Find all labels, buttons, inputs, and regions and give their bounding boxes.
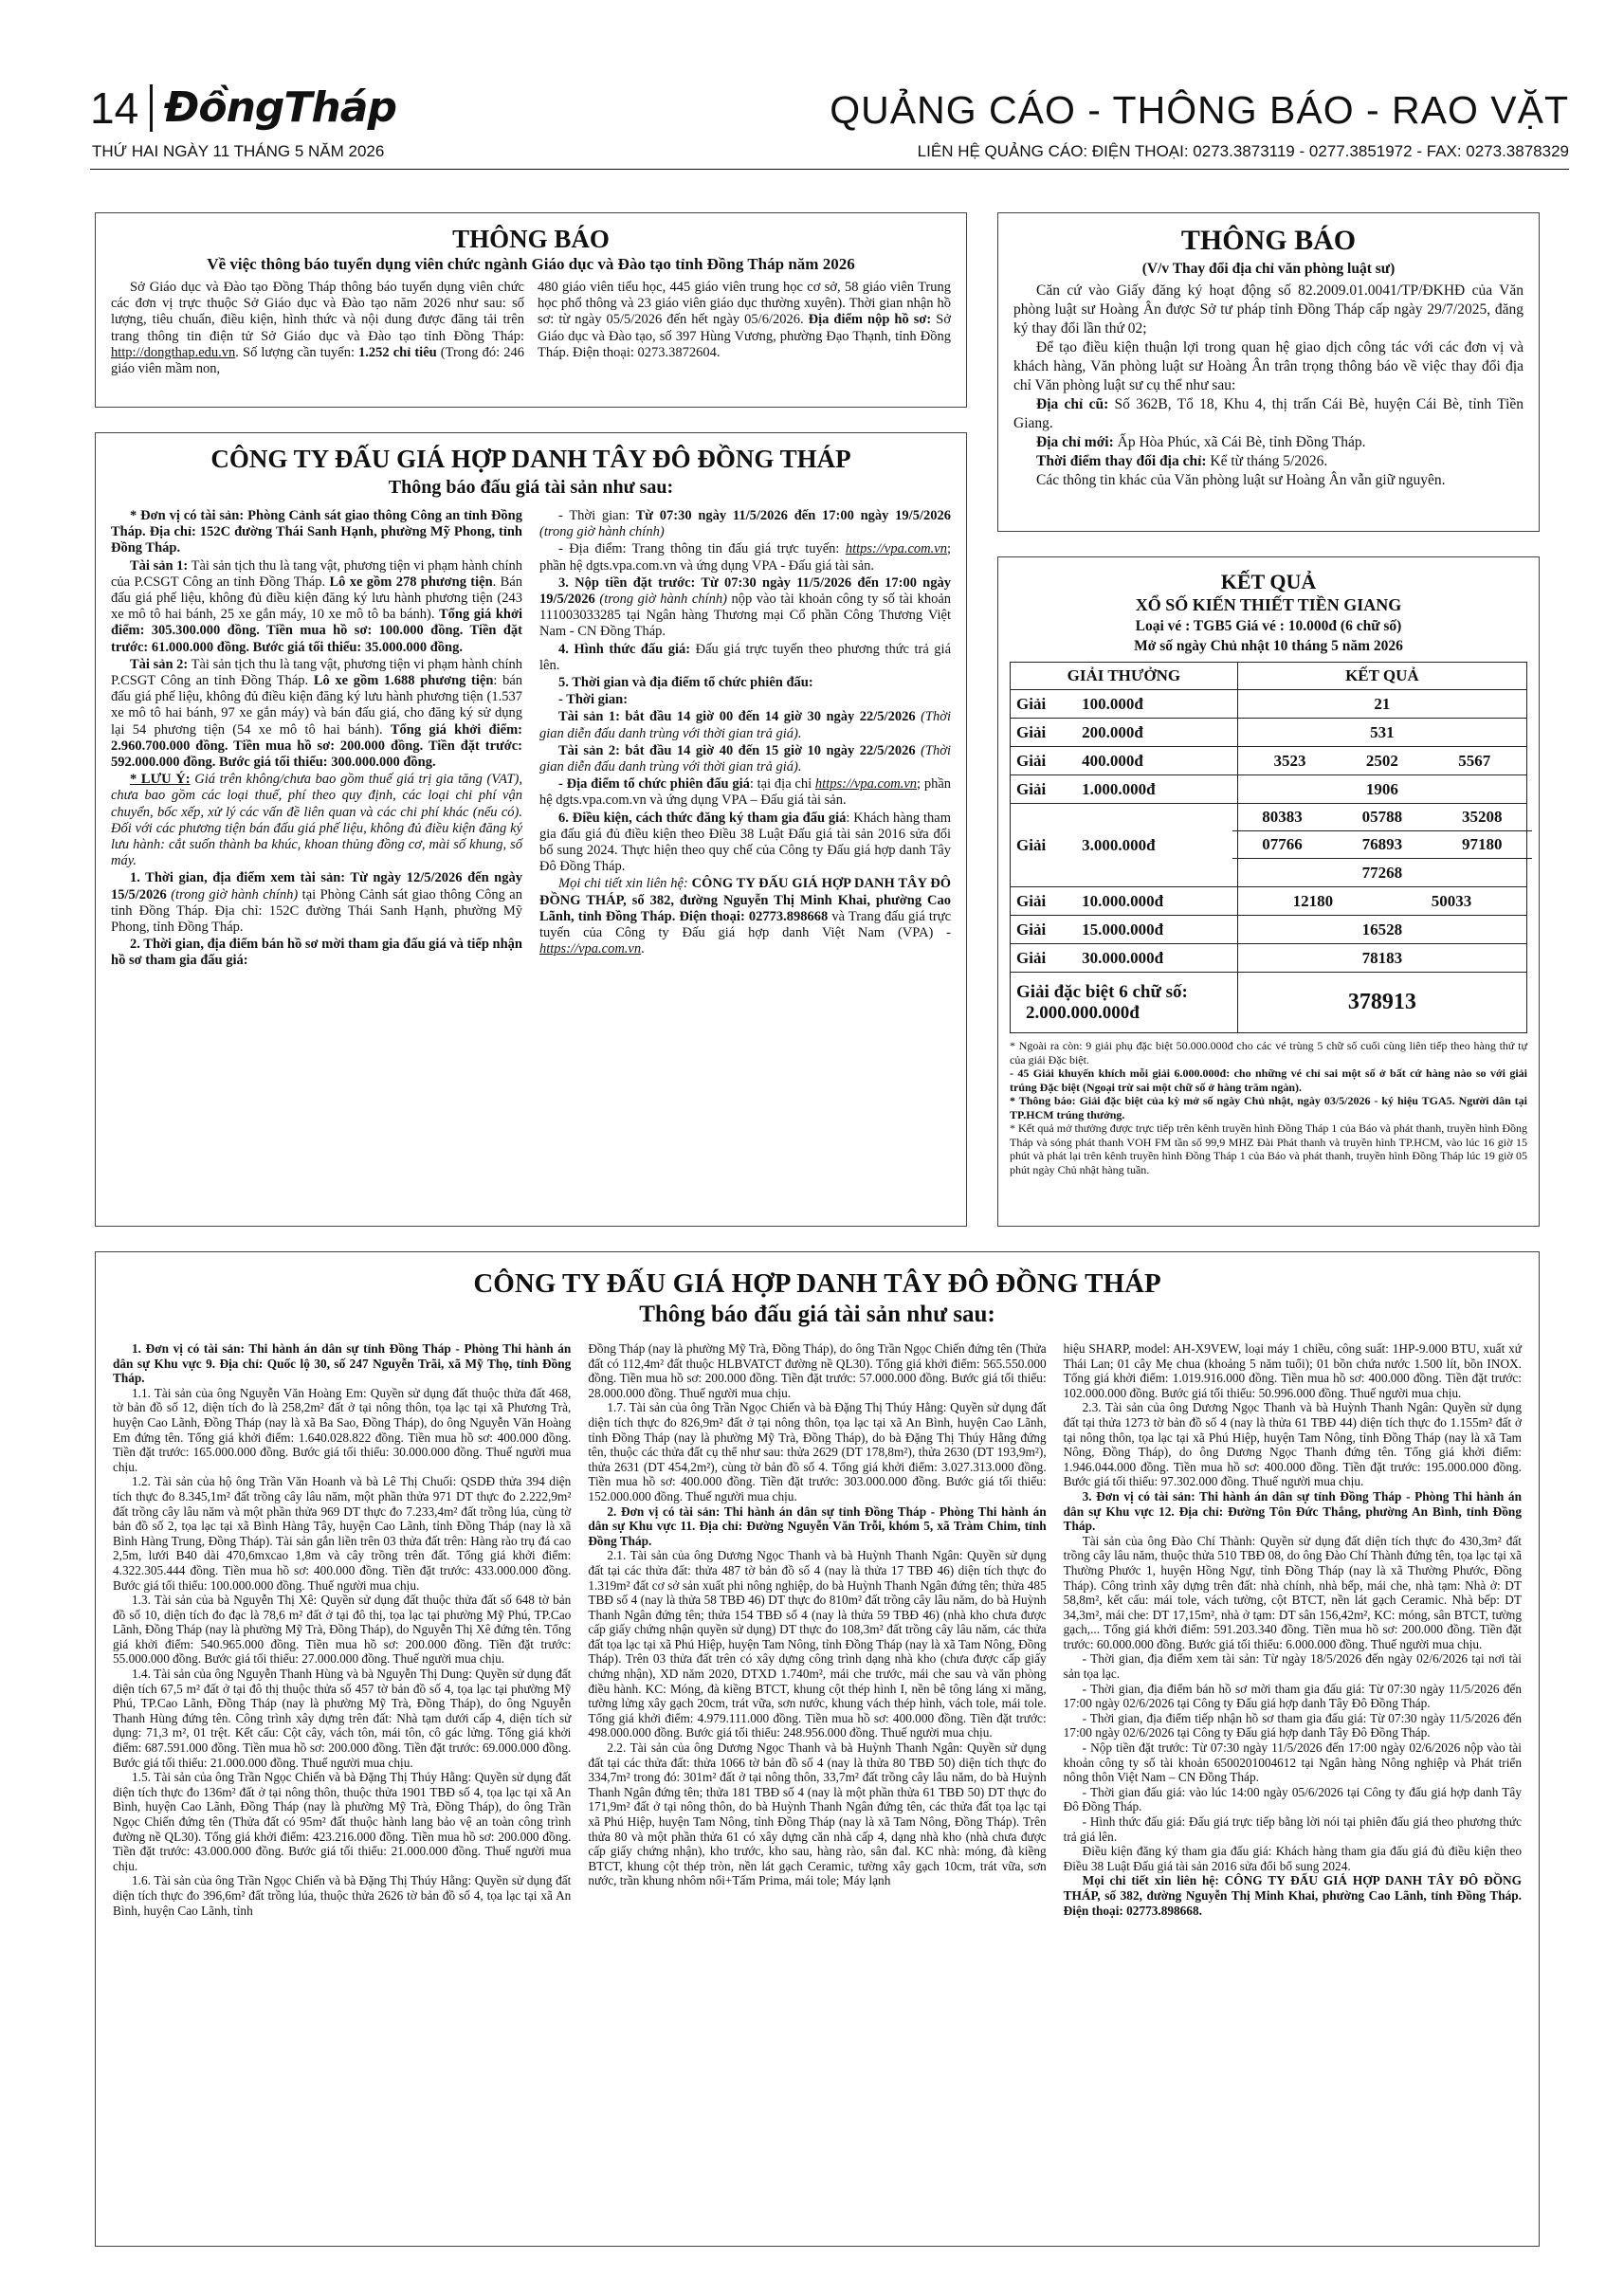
auction-col-left (111, 508, 522, 971)
winning-number: 07766 (1262, 835, 1303, 853)
prize-row (1011, 690, 1527, 719)
deposit-2: - Nộp tiền đặt trước: Từ 07:30 ngày 11/5/2026 đến 17:00 ngày 02/6/2026 nộp vào tài khoản công ty số tài khoản 6500201004612 tại Ngân hàng Nông nghiệp và Phát triển nông thôn Việt Nam – CN Đồng Tháp. (1063, 1740, 1522, 1785)
winning-number: 12180 (1292, 891, 1334, 910)
note-3: * Thông báo: Giải đặc biệt của kỳ mở số ngày Chủ nhật, ngày 03/5/2026 - ký hiệu TGA5. Người dân tại TP.HCM trúng thưởng. (1010, 1094, 1527, 1121)
auction2-subtitle: Thông báo đấu giá tài sản như sau: (639, 1302, 995, 1327)
winning-number: 78183 (1361, 948, 1403, 967)
unit-9: 1. Đơn vị có tài sản: Thi hành án dân sự tỉnh Đồng Tháp - Phòng Thi hành án dân sự Khu vực 9. Địa chỉ: Quốc lộ 30, số 247 Nguyễn Trãi, xã Mỹ Thọ, tỉnh Đồng Tháp. (113, 1341, 572, 1386)
section-title: QUẢNG CÁO - THÔNG BÁO - RAO VẶT (830, 88, 1569, 132)
draw-date: Mở số ngày Chủ nhật 10 tháng 5 năm 2026 (1134, 638, 1403, 654)
prize-numbers (1237, 747, 1526, 775)
edu-website-link[interactable]: http://dongthap.edu.vn (111, 344, 236, 360)
auction2-col-2 (588, 1341, 1046, 1918)
winning-number: 76893 (1361, 835, 1403, 853)
note-4: * Kết quả mở thưởng được trực tiếp trên kênh truyền hình Đồng Tháp 1 của Báo và phát thanh, truyền hình Đồng Tháp và sóng phát thanh VOH FM tần số 99,9 MHZ Đài Phát thanh và truyền hình TP.HCM, vào lúc 16 giờ 15 phút và phát lại trên kênh truyền hình Đồng Tháp 1 của Báo và phát thanh, truyền hình Đồng Tháp lúc 19 giờ 05 phút ngày Chủ nhật hàng tuần. (1010, 1121, 1527, 1176)
asset-1-3: 1.3. Tài sản của bà Nguyễn Thị Xê: Quyền sử dụng đất thuộc thửa đất số 648 tờ bản đồ số 10, diện tích đo đạc là 78,6 m² đất ở tại đô thị, tọa lạc tại phường Mỹ Phú, TP.Cao Lãnh, Đồng Tháp (nay là phường Mỹ Trà, Đồng Tháp), do Nguyễn Thị Xê đứng tên. Tổng giá khởi điểm: 540.965.000 đồng. Tiền mua hồ sơ: 200.000 đồng. Tiền đặt trước: 55.000.000 đồng. Bước giá tối thiểu: 27.000.000 đồng. Thuế người mua chịu. (113, 1593, 572, 1667)
note-1: * Ngoài ra còn: 9 giải phụ đặc biệt 50.000.000đ cho các vé trùng 5 chữ số cuối cùng liên tiếp theo hàng thứ tự của giải Đặc biệt. (1010, 1039, 1527, 1066)
change-time: Thời điểm thay đổi địa chỉ: Kể từ tháng 5/2026. (1036, 453, 1328, 469)
asset-1: Tài sản 1: Tài sản tịch thu là tang vật, phương tiện vi phạm hành chính của P.CSGT Công an tỉnh Đồng Tháp. Lô xe gồm 278 phương tiện. Bán đấu giá phế liệu, không đủ điều kiện đăng ký lưu hành phương tiện (243 xe mô tô hai bánh, 25 xe gắn máy, 10 xe mô tô ba bánh). Tổng giá khởi điểm: 305.300.000 đồng. Tiền mua hồ sơ: 100.000 đồng. Tiền đặt trước: 61.000.000 đồng. Bước giá tối thiểu: 35.000.000 đồng. (111, 557, 523, 655)
prize-label: Giải 10.000.000đ (1011, 887, 1238, 916)
prize-label: Giải 200.000đ (1011, 719, 1238, 747)
asset-2-3: 2.3. Tài sản của ông Dương Ngọc Thanh và bà Huỳnh Thanh Ngân: Quyền sử dụng đất tại thửa 1273 tờ bản đồ số 4 (nay là thửa 61 TBĐ 44) diện tích thực đo 1.155m² đất ở tại nông thôn, tọa lạc tại xã Phú Hiệp, huyện Tam Nông, tỉnh Đồng Tháp (nay là xã Tam Nông, Đồng Tháp), do ông Dương Ngọc Thanh đứng tên. Tổng giá khởi điểm: 1.946.044.000 đồng. Tiền mua hồ sơ: 400.000 đồng. Tiền đặt trước: 195.000.000 đồng. Bước giá tối thiểu: 97.302.000 đồng. Thuế người mua chịu. (1063, 1400, 1522, 1489)
asset-2-2: 2.2. Tài sản của ông Dương Ngọc Thanh và bà Huỳnh Thanh Ngân: Quyền sử dụng đất tại các thửa đất: thửa 1066 tờ bản đồ số 4 (nay là thửa 80 TBĐ 50) diện tích thực đo 334,7m² trong đó: 301m² đất ở tại nông thôn, 33,7m² đất trồng cây lâu năm, do bà Huỳnh Thanh Ngân đứng tên; thửa 181 TBĐ số 4 (nay là một phần thửa 61 TBĐ 50) DT thực đo 171,9m² đất ở tại nông thôn, do bà Huỳnh Thanh Ngân đứng tên, các thửa đất tọa lạc tại xã Phú Hiệp, huyện Tam Nông, tỉnh Đồng Tháp (nay là xã Tam Nông, Đồng Tháp). Trên thửa 80 và một phần thửa 61 có xây dựng căn nhà cấp 4, dạng nhà kho (nhà chưa được cấp giấy chứng nhận), kho trước, kho sau, hàng rào, sân đal. KC nhà: móng, đà kiềng BTCT, khung cột thép tròn, nền lát gạch Ceramic, tường xây gạch 10cm, trát vữa, sơn nước, trần khung nhôm nổi+Tấm Prima, mái tole; Máy lạnh (588, 1740, 1047, 1888)
prize-numbers (1237, 916, 1526, 944)
auction-form-2: - Hình thức đấu giá: Đấu giá trực tiếp bằng lời nói tại phiên đấu giá theo phương thức trả giá lên. (1063, 1814, 1522, 1844)
prize-row (1011, 719, 1527, 747)
notice-text-col1: Sở Giáo dục và Đào tạo Đồng Tháp thông báo tuyển dụng viên chức các đơn vị trực thuộc Sở Giáo dục và Đào tạo năm 2026 như sau: số lượng, tiêu chuẩn, điều kiện, hình thức và nội dung được đăng tải trên trang thông tin điện tử Sở Giáo dục và Đào tạo tỉnh Đồng Tháp: http://dongthap.edu.vn. Số lượng cần tuyển: 1.252 chỉ tiêu (Trong đó: 246 giáo viên mầm non, (111, 280, 524, 377)
prize-numbers (1237, 690, 1526, 719)
notice-text-col2: 480 giáo viên tiểu học, 445 giáo viên trung học cơ sở, 58 giáo viên Trung học phổ thông và 23 giáo viên giáo dục thường xuyên). Thời gian nhận hồ sơ: từ ngày 05/5/2026 đến hết ngày 05/6/2026. Địa điểm nộp hồ sơ: Sở Giáo dục và Đào tạo, số 397 Hùng Vương, phường Đạo Thạnh, tỉnh Đồng Tháp. Điện thoại: 0273.3872604. (538, 280, 951, 360)
asset-1-6-cont: Đồng Tháp (nay là phường Mỹ Trà, Đồng Tháp), do ông Trần Ngọc Chiến đứng tên (Thửa đất có 112,4m² đất thuộc HLBVATCT đường nề QL30). Tổng giá khởi điểm: 565.550.000 đồng. Tiền mua hồ sơ: 200.000 đồng. Tiền đặt trước: 57.000.000 đồng. Bước giá tối thiểu: 28.000.000 đồng. Thuế người mua chịu. (588, 1341, 1047, 1400)
deposit: 3. Nộp tiền đặt trước: Từ 07:30 ngày 11/5/2026 đến 17:00 ngày 19/5/2026 (trong giờ hành chính) nộp vào tài khoản công ty số tài khoản 111003033285 tại Ngân hàng Thương mại Cổ phần Công Thương Việt Nam - CN Đồng Tháp. (539, 574, 951, 640)
asset-3: Tài sản của ông Đào Chí Thành: Quyền sử dụng đất diện tích thực đo 430,3m² đất trồng cây lâu năm, thuộc thửa 510 TBĐ 08, do ông Đào Chí Thành đứng tên, tọa lạc tại xã Thường Phước 1, huyện Hồng Ngự, tỉnh Đồng Tháp (nay là xã Thường Phước, Đồng Tháp). Công trình xây dựng trên đất: nhà chính, nhà bếp, mái che, nhà tạm: Nhà ở: DT 58,8m², kết cấu: mái tole, vách tường, cột BTCT, nền lát gạch Ceramic. Nhà bếp: DT 34,3m², mái che: DT 17,15m², nhà ở tạm: DT sân 156,42m², KC: móng, sân BTCT, tường gạch,... Tổng giá khởi điểm: 591.203.340 đồng. Tiền mua hồ sơ: 200.000 đồng. Tiền đặt trước: 60.000.000 đồng. Bước giá tối thiểu: 6.000.000 đồng. Thuế người mua chịu. (1063, 1533, 1522, 1651)
new-address: Địa chỉ mới: Ấp Hòa Phúc, xã Cái Bè, tỉnh Đồng Tháp. (1036, 434, 1366, 450)
prize-numbers (1237, 719, 1526, 747)
winning-number: 97180 (1462, 835, 1503, 853)
auction-subtitle: Thông báo đấu giá tài sản như sau: (388, 477, 674, 498)
law-office-notice (997, 212, 1540, 532)
col-prize-header: GIẢI THƯỞNG (1011, 663, 1238, 690)
prize-label: Giải 100.000đ (1011, 690, 1238, 719)
old-address: Địa chỉ cũ: Số 362B, Tổ 18, Khu 4, thị trấn Cái Bè, huyện Cái Bè, tỉnh Tiền Giang. (1013, 396, 1524, 431)
prize-row (1011, 916, 1527, 944)
asset-1-2: 1.2. Tài sản của hộ ông Trần Văn Hoanh và bà Lê Thị Chuối: QSDĐ thửa 394 diện tích thực đo 8.345,1m² đất trồng cây lâu năm, một phần thửa 971 DT thực đo 2.222,9m² đất trồng cây lâu năm và một phần thửa 969 DT thực đo 7.233,4m² đất trồng lúa, cùng tờ bản đồ số 2, tọa lạc tại xã Bình Hàng Tây, huyện Cao Lãnh, tỉnh Đồng Tháp (nay là xã Bình Hàng Trung, Đồng Tháp). Tài sản gắn liền trên 03 thửa đất trên: Hàng rào trụ đá cao 2,5m, lưới B40 dài 470,6mxcao 1,8m và cây trồng trên đất. Tổng giá khởi điểm: 4.322.305.444 đồng. Tiền mua hồ sơ: 400.000 đồng. Tiền đặt trước: 433.000.000 đồng. Bước giá tối thiểu: 100.000.000 đồng. Thuế người mua chịu. (113, 1474, 572, 1593)
prize-numbers (1237, 804, 1526, 887)
conditions: 6. Điều kiện, cách thức đăng ký tham gia đấu giá: Khách hàng tham gia đấu giá đủ điều kiện theo Điều 38 Luật Đấu giá tài sản 2016 sửa đổi bổ sung 2024. Thực hiện theo quy chế của Công ty Đấu giá hợp danh Tây Đô Đồng Tháp. (539, 810, 951, 875)
dossier-place: - Địa điểm: Trang thông tin đấu giá trực tuyến: https://vpa.com.vn; phần hệ dgts.vpa.com.vn và ứng dụng VPA - Đấu giá tài sản. (539, 541, 951, 574)
auction2-company-title: CÔNG TY ĐẤU GIÁ HỢP DANH TÂY ĐÔ ĐỒNG THÁP (473, 1268, 1161, 1299)
law-p6: Các thông tin khác của Văn phòng luật sư Hoàng Ân vẫn giữ nguyên. (1036, 472, 1446, 488)
winning-number: 80383 (1262, 808, 1303, 826)
prize-row (1011, 944, 1527, 973)
viewing-time: 1. Thời gian, địa điểm xem tài sản: Từ ngày 12/5/2026 đến ngày 15/5/2026 (trong giờ hành chính) tại Phòng Cảnh sát giao thông Công an tỉnh Đồng Tháp. Địa chỉ: 152C đường Thái Sanh Hạnh, phường Mỹ Phong, tỉnh Đồng Tháp. (111, 870, 522, 936)
prize-label: Giải 400.000đ (1011, 747, 1238, 775)
page-number: 14 (90, 84, 153, 132)
winning-number: 35208 (1462, 808, 1503, 826)
auction2-col-1 (113, 1341, 571, 1918)
auction-notice-2 (95, 1251, 1540, 2247)
conditions-2: Điều kiện đăng ký tham gia đấu giá: Khách hàng tham gia đấu giá đủ điều kiện theo Điều 38 Luật Đấu giá tài sản 2016 sửa đổi bổ sung 2024. (1063, 1844, 1522, 1873)
law-p1: Căn cứ vào Giấy đăng ký hoạt động số 82.2009.01.0041/TP/ĐKHĐ của Văn phòng luật sư Hoàng Ân được Sở tư pháp tỉnh Đồng Tháp cấp ngày 29/7/2025, đăng ký thay đổi lần thứ 02; (1013, 282, 1524, 337)
auction-time-2: - Thời gian đấu giá: vào lúc 14:00 ngày 05/6/2026 tại Công ty đấu giá hợp danh Tây Đô Đồng Tháp. (1063, 1784, 1522, 1814)
note-2: - 45 Giải khuyến khích mỗi giải 6.000.000đ: cho những vé chỉ sai một số ở bất cứ hàng nào so với giải trúng Đặc biệt (Ngoại trừ sai một chữ số ở hàng trăm ngàn). (1010, 1066, 1527, 1094)
winning-number: 3523 (1273, 751, 1306, 770)
unit-12: 3. Đơn vị có tài sản: Thi hành án dân sự tỉnh Đồng Tháp - Phòng Thi hành án dân sự Khu vực 12. Địa chỉ: Đường Tôn Đức Thắng, phường An Bình, tỉnh Đồng Tháp. (1063, 1488, 1522, 1534)
session-time-label: - Thời gian: (558, 692, 629, 708)
session-asset-1: Tài sản 1: bắt đầu 14 giờ 00 đến 14 giờ 30 ngày 22/5/2026 (Thời gian diễn đấu danh trùng với thời gian trả giá). (539, 709, 951, 741)
winning-number: 05788 (1361, 808, 1403, 826)
asset-1-1: 1.1. Tài sản của ông Nguyễn Văn Hoàng Em: Quyền sử dụng đất thuộc thửa đất 468, tờ bản đồ số 12, diện tích đo là 258,2m² đất ở tại nông thôn, tọa lạc tại xã Phương Trà, huyện Cao Lãnh, Đồng Tháp (nay là xã Ba Sao, Đồng Tháp), do ông Nguyễn Văn Hoàng Em đứng tên. Tổng giá khởi điểm: 1.640.028.822 đồng. Tiền mua hồ sơ: 400.000 đồng. Tiền đặt trước: 165.000.000 đồng. Bước giá tối thiểu: 30.000.000 đồng. Thuế người mua chịu. (113, 1385, 572, 1474)
winning-number: 16528 (1361, 920, 1403, 938)
col-result-header: KẾT QUẢ (1237, 663, 1526, 690)
vpa-link-2[interactable]: https://vpa.com.vn (814, 776, 918, 793)
prize-numbers (1237, 944, 1526, 973)
winning-number: 1906 (1365, 779, 1398, 798)
asset-1-7: 1.7. Tài sản của ông Trần Ngọc Chiến và bà Đặng Thị Thúy Hằng: Quyền sử dụng đất diện tích thực đo 826,9m² đất ở tại nông thôn, tọa lạc tại xã An Bình, huyện Cao Lãnh, tỉnh Đồng Tháp (nay là phường Mỹ Trà, Đồng Tháp), do bà Đặng Thị Thúy Hằng đứng tên, thuộc các thửa đất cụ thể như sau: thửa 2629 (DT 178,8m²), thửa 2630 (DT 193,9m²), thửa 2631 (DT 454,2m²), cùng tờ bản đồ số 4. Tổng giá khởi điểm: 3.027.313.000 đồng. Tiền mua hồ sơ: 400.000 đồng. Tiền đặt trước: 303.000.000 đồng. Bước giá tối thiểu: 152.000.000 đồng. Thuế người mua chịu. (588, 1400, 1047, 1503)
ad-contact: LIÊN HỆ QUẢNG CÁO: ĐIỆN THOẠI: 0273.3873119 - 0277.3851972 - FAX: 0273.3878329 (917, 142, 1569, 160)
law-p2: Để tạo điều kiện thuận lợi trong quan hệ giao dịch công tác với các đơn vị và khách hàng, Văn phòng luật sư Hoàng Ân trân trọng thông báo về việc thay đổi địa chỉ Văn phòng luật sư cụ thể như sau: (1013, 339, 1524, 393)
law-notice-title: THÔNG BÁO (1180, 225, 1357, 256)
prize-label: Giải 3.000.000đ (1011, 804, 1238, 887)
asset-1-5: 1.5. Tài sản của ông Trần Ngọc Chiến và bà Đặng Thị Thúy Hằng: Quyền sử dụng đất diện tích thực đo 136m² đất ở tại nông thôn, thuộc thửa 1901 TBĐ số 4, tọa lạc tại xã An Bình, huyện Cao Lãnh, Đồng Tháp (nay là phường Mỹ Trà, Đồng Tháp), do ông Trần Ngọc Chiến đứng tên (Thửa đất có 95m² đất thuộc hành lang bảo vệ an toàn công trình đường nề QL30). Tổng giá khởi điểm: 423.216.000 đồng. Tiền mua hồ sơ: 200.000 đồng. Tiền đặt trước: 43.000.000 đồng. Bước giá tối thiểu: 21.000.000 đồng. Thuế người mua chịu. (113, 1770, 572, 1873)
contact-info-2: Mọi chi tiết xin liên hệ: CÔNG TY ĐẤU GIÁ HỢP DANH TÂY ĐÔ ĐỒNG THÁP, số 382, đường Nguyễn Thị Minh Khai, phường Cao Lãnh, tỉnh Đồng Tháp. Điện thoại: 02773.898668. (1063, 1873, 1522, 1918)
prize-row (1011, 887, 1527, 916)
note: * LƯU Ý: Giá trên không/chưa bao gồm thuế giá trị gia tăng (VAT), chưa bao gồm các loại thuế, phí theo quy định, các loại chi phí vận chuyển, bốc xếp, xử lý các vấn đề liên quan và các chi phí khác (nếu có). Đối với các phương tiện bán đấu giá phế liệu, không đủ điều kiện đăng ký lưu hành: cắt suốn thành ba khúc, khoan thủng đồng cơ, mài số khung, số máy. (111, 772, 522, 869)
special-prize-number: 378913 (1237, 973, 1526, 1033)
masthead (90, 83, 396, 132)
auction2-col-3 (1064, 1341, 1522, 1918)
dossier-heading: 2. Thời gian, địa điểm bán hồ sơ mời tham gia đấu giá và tiếp nhận hồ sơ tham gia đấu giá: (111, 937, 522, 969)
winning-number: 21 (1374, 694, 1391, 713)
prize-row (1011, 775, 1527, 804)
header-divider (90, 169, 1569, 170)
dossier-time: - Thời gian: Từ 07:30 ngày 11/5/2026 đến 17:00 ngày 19/5/2026 (trong giờ hành chính) (539, 508, 951, 540)
ticket-info: Loại vé : TGB5 Giá vé : 10.000đ (6 chữ số) (1135, 618, 1402, 634)
winning-number: 77268 (1361, 863, 1403, 882)
law-notice-subtitle: (V/v Thay đổi địa chỉ văn phòng luật sư) (1141, 261, 1396, 277)
unit-11: 2. Đơn vị có tài sản: Thi hành án dân sự tỉnh Đồng Tháp - Phòng Thi hành án dân sự Khu vực 11. Địa chỉ: Đường Nguyễn Văn Trỗi, khóm 5, xã Tràm Chim, tỉnh Đồng Tháp. (588, 1503, 1047, 1548)
session-place: - Địa điểm tổ chức phiên đấu giá: tại địa chỉ https://vpa.com.vn; phần hệ dgts.vpa.com.vn và ứng dụng VPA – Đấu giá tài sản. (539, 776, 951, 809)
asset-1-4: 1.4. Tài sản của ông Nguyễn Thanh Hùng và bà Nguyễn Thị Dung: Quyền sử dụng đất diện tích 67,5 m² đất ở tại đô thị thuộc thửa số 457 tờ bản đồ số 4, tọa lạc tại phường Mỹ Phú, TP.Cao Lãnh, Đồng Tháp (nay là phường Mỹ Trà, Đồng Tháp), do ông Nguyễn Thanh Hùng đứng tên. Công trình xây dựng trên đất: Nhà tạm dưới cấp 4, diện tích sử dụng: 71,3 m², 01 trệt. Kết cấu: Cột cây, vách tôn, mái tôn, cô gác lửng. Tổng giá khởi điểm: 687.591.000 đồng. Tiền mua hồ sơ: 200.000 đồng. Tiền đặt trước: 69.000.000 đồng. Bước giá tối thiểu: 21.000.000 đồng. Thuế người mua chịu. (113, 1667, 572, 1770)
auction-form: 4. Hình thức đấu giá: Đấu giá trực tuyến theo phương thức trả giá lên. (539, 641, 952, 673)
special-prize-cell: Giải đặc biệt 6 chữ số: 2.000.000.000đ (1011, 973, 1238, 1033)
winning-number: 531 (1370, 722, 1395, 741)
asset-1-6: 1.6. Tài sản của ông Trần Ngọc Chiến và bà Đặng Thị Thúy Hằng: Quyền sử dụng đất diện tích thực đo 396,6m² đất trồng lúa, thuộc thửa 2626 tờ bản đồ số 4, tọa lạc tại xã An Bình, huyện Cao Lãnh, tỉnh (113, 1873, 572, 1918)
newspaper-logo: ĐồngTháp (164, 83, 396, 132)
auction-notice-1 (95, 432, 967, 1227)
recruitment-notice (95, 212, 967, 408)
session-heading: 5. Thời gian và địa điểm tổ chức phiên đấu: (558, 675, 813, 691)
asset-2: Tài sản 2: Tài sản tịch thu là tang vật, phương tiện vi phạm hành chính P.CSGT Công an tỉnh Đồng Tháp. Lô xe gồm 1.688 phương tiện: bán đấu giá phế liệu, không đủ điều kiện đăng ký lưu hành phương tiện (1.537 xe mô tô hai bánh, 97 xe gắn máy) và bán đấu giá, cho đăng ký sử dụng lại 54 phương tiện (54 xe mô tô hai bánh). Tổng giá khởi điểm: 2.960.700.000 đồng. Tiền mua hồ sơ: 200.000 đồng. Tiền đặt trước: 592.000.000 đồng. Bước giá tối thiểu: 300.000.000 đồng. (111, 656, 523, 771)
winning-number: 5567 (1458, 751, 1491, 770)
lottery-subtitle: XỔ SỐ KIẾN THIẾT TIỀN GIANG (1135, 595, 1402, 614)
prize-numbers (1237, 775, 1526, 804)
asset-2-1: 2.1. Tài sản của ông Dương Ngọc Thanh và bà Huỳnh Thanh Ngân: Quyền sử dụng đất tại các thửa đất: thửa 487 tờ bản đồ số 4 (nay là thửa 17 TBĐ 46) diện tích thực đo 1.319m² đất cơ sở sản xuất phi nông nghiệp, do bà Huỳnh Thanh Ngân đứng tên; thửa 485 TBĐ số 4 (nay là thửa 58 TBĐ 46) DT thực đo 810m² đất trồng cây lâu năm, do bà Huỳnh Thanh Ngân đứng tên; thửa 154 TBĐ số 4 (nay là thửa 59 TBĐ 46) (nhà kho chưa được cấp giấy chứng nhận quyền sử dụng) DT thực đo 108,3m² đất trồng cây lâu năm, các thửa đất tọa lạc tại xã Phú Hiệp, huyện Tam Nông, tỉnh Đồng Tháp (nay là xã Tam Nông, Đồng Tháp). Trên 03 thửa đất trên có xây dựng công trình dạng nhà kho (chưa được cấp giấy chứng nhận), XD năm 2020, DTXD 1.740m², mái che trước, mái che sau và văn phòng điều hành. KC: Móng, đà kiềng BTCT, khung cột thép hình I, nền bê tông láng xi măng, tường lửng xây gạch 20cm, trát vữa, sơn nước, khung vách thép hình, vách tole, mái tole. Tổng giá khởi điểm: 4.979.111.000 đồng. Tiền mua hồ sơ: 400.000 đồng. Tiền đặt trước: 498.000.000 đồng. Bước giá tối thiểu: 248.956.000 đồng. Thuế người mua chịu. (588, 1548, 1047, 1740)
vpa-link[interactable]: https://vpa.com.vn (845, 541, 947, 557)
owner-unit: * Đơn vị có tài sản: Phòng Cảnh sát giao thông Công an tỉnh Đồng Tháp. Địa chỉ: 152C đường Thái Sanh Hạnh, phường Mỹ Phong, tỉnh Đồng Tháp. (111, 508, 522, 556)
asset-2-2-cont: hiệu SHARP, model: AH-X9VEW, loại máy 1 chiều, công suất: 1HP-9.000 BTU, xuất xứ Thái Lan; 01 cây Mẹ chua (khoảng 5 năm tuổi); 01 bồn chứa nước 1.500 lít, bồn INOX. Tổng giá khởi điểm: 1.019.916.000 đồng. Tiền mua hồ sơ: 400.000 đồng. Tiền đặt trước: 102.000.000 đồng. Bước giá tối thiểu: 50.996.000 đồng. Thuế người mua chịu. (1063, 1341, 1522, 1400)
winning-number: 2502 (1365, 751, 1398, 770)
viewing-schedule: - Thời gian, địa điểm xem tài sản: Từ ngày 18/5/2026 đến ngày 02/6/2026 tại nơi tài sản tọa lạc. (1063, 1651, 1522, 1682)
prize-label: Giải 15.000.000đ (1011, 916, 1238, 944)
prize-label: Giải 1.000.000đ (1011, 775, 1238, 804)
vpa-link-3[interactable]: https://vpa.com.vn (539, 941, 642, 957)
winning-number: 50033 (1431, 891, 1472, 910)
notice-title: THÔNG BÁO (452, 225, 610, 253)
prize-row (1011, 804, 1527, 887)
notice-subtitle: Về việc thông báo tuyển dụng viên chức ngành Giáo dục và Đào tạo tỉnh Đồng Tháp năm 2026 (207, 255, 855, 273)
prize-numbers (1237, 887, 1526, 916)
prize-label: Giải 30.000.000đ (1011, 944, 1238, 973)
auction-company-title: CÔNG TY ĐẤU GIÁ HỢP DANH TÂY ĐÔ ĐỒNG THÁP (210, 445, 851, 473)
lottery-results (997, 556, 1540, 1227)
lottery-title: KẾT QUẢ (1220, 570, 1317, 593)
session-asset-2: Tài sản 2: bắt đầu 14 giờ 40 đến 15 giờ 10 ngày 22/5/2026 (Thời gian diễn đấu danh trùng với thời gian trả giá). (539, 742, 951, 775)
dossier-receipt: - Thời gian, địa điểm tiếp nhận hồ sơ tham gia đấu giá: Từ 07:30 ngày 11/5/2026 đến 17:00 ngày 02/6/2026 tại Công ty Đấu giá hợp danh Tây Đô Đồng Tháp. (1063, 1710, 1522, 1740)
results-table (1010, 662, 1527, 1033)
contact-info: Mọi chi tiết xin liên hệ: CÔNG TY ĐẤU GIÁ HỢP DANH TÂY ĐÔ ĐỒNG THÁP, số 382, đường Nguyễn Thị Minh Khai, phường Cao Lãnh, tỉnh Đồng Tháp. Điện thoại: 02773.898668 và Trang đấu giá trực tuyến của Công ty Đấu giá hợp danh Việt Nam (VPA) - https://vpa.com.vn. (539, 876, 952, 957)
prize-row (1011, 747, 1527, 775)
dossier-sale: - Thời gian, địa điểm bán hồ sơ mời tham gia đấu giá: Từ 07:30 ngày 11/5/2026 đến 17:00 ngày 02/6/2026 tại Công ty Đấu giá hợp danh Tây Đô Đồng Tháp. (1063, 1681, 1522, 1711)
issue-date: THỨ HAI NGÀY 11 THÁNG 5 NĂM 2026 (92, 142, 385, 160)
auction-col-right (539, 508, 951, 971)
